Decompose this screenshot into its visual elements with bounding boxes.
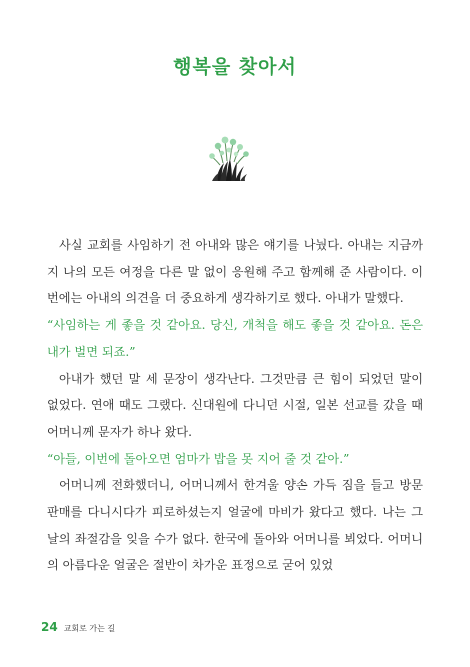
paragraph: 어머니께 전화했더니, 어머니께서 한겨울 양손 가득 짐을 들고 방문 판매를 다니시다가 피로하셨는지 얼굴에 마비가 왔다고 했다. 나는 그날의 좌절감을 잊을 수가 없다. 한국에 돌아와 어머니를 뵈었다. 어머니의 아름다운 얼굴은 절반이 차가운 표정으로 굳어 있었 <box>47 478 423 573</box>
paragraph: 사실 교회를 사임하기 전 아내와 많은 얘기를 나눴다. 아내는 지금까지 나의 모든 여정을 다른 말 없이 응원해 주고 함께해 준 사람이다. 이번에는 아내의 의견을 더 중요하게 생각하기로 했다. 아내가 말했다. <box>47 238 423 306</box>
page-footer <box>41 620 115 634</box>
paragraph: 아내가 했던 말 세 문장이 생각난다. 그것만큼 큰 힘이 되었던 말이 없었다. 연애 때도 그랬다. 신대원에 다니던 시절, 일본 선교를 갔을 때 어머니께 문자가 하나 왔다. <box>47 371 423 439</box>
page-title: 행복을 찾아서 <box>173 56 297 78</box>
running-title: 교회로 가는 길 <box>63 624 116 633</box>
body-text <box>47 232 423 579</box>
flower-grass-icon <box>206 133 252 183</box>
quote-paragraph: “아들, 이번에 돌아오면 엄마가 밥을 못 지어 줄 것 같아.” <box>47 451 350 466</box>
quote-paragraph: “사임하는 게 좋을 것 같아요. 당신, 개척을 해도 좋을 것 같아요. 돈은 내가 벌면 되죠.” <box>47 318 423 359</box>
flower-grass-illustration <box>206 133 252 183</box>
page-number: 24 <box>41 620 58 634</box>
